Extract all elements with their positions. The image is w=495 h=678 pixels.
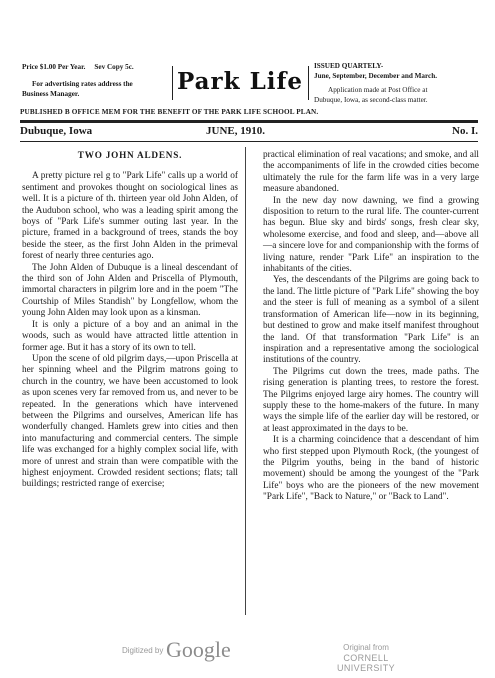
dateline xyxy=(20,125,478,139)
publisher-line: PUBLISHED B OFFICE MEM FOR THE BENEFIT OF THE PARK LIFE SCHOOL PLAN. xyxy=(20,108,319,116)
column-divider xyxy=(245,147,246,615)
masthead xyxy=(22,62,478,106)
paragraph: practical elimination of real vacations; and smoke, and all the accompaniments of life in the crowded cities become ultimately the rule for the farm life was in a very large measure abandoned. xyxy=(263,150,479,195)
digitization-footer xyxy=(0,637,495,678)
issued-text: ISSUED QUARTELY- xyxy=(314,62,384,70)
advertising-line-2: Business Manager. xyxy=(22,90,80,98)
google-logo: Google xyxy=(166,637,231,662)
dateline-place: Dubuque, Iowa xyxy=(20,125,93,137)
application-text: Application made at Post Office at xyxy=(328,86,428,95)
paragraph: Yes, the descendants of the Pilgrims are going back to the land. The little picture of "Park Life" showing the boy and the steer is full of meaning as a symbol of a silent transformation of American life—now in its beginning, but destined to grow and make itself manifest throughout the land. Of that transformation "Park Life" is an inspiration and a representative among the sociological institutions of the country. xyxy=(263,275,479,366)
university-text: CORNELL UNIVERSITY xyxy=(336,653,395,673)
advertising-line-1: For advertising rates address the xyxy=(32,80,133,88)
price-text: Price $1.00 Per Year. xyxy=(22,63,86,71)
digitized-by-text: Digitized by xyxy=(122,646,164,655)
original-source xyxy=(316,643,416,673)
application-text-2: Dubuque, Iowa, as second-class matter. xyxy=(314,95,428,104)
park-life-logo: Park Life xyxy=(176,67,304,95)
months-text: June, September, December and March. xyxy=(314,71,438,80)
paragraph: It is a charming coincidence that a descendant of him who first stepped upon Plymouth Rock, (the youngest of the Pilgrim youths, being in the band of historic movement) should be among the youngest of the "Park Life" boys who are the pioneers of the new movement "Park Life", "Back to Nature," or "Back to Land". xyxy=(263,435,479,503)
masthead-left xyxy=(22,62,170,99)
masthead-right xyxy=(314,62,480,105)
dateline-date: JUNE, 1910. xyxy=(206,125,265,137)
copy-price-text: Sev Copy 5c. xyxy=(94,63,134,71)
dateline-rule-bottom xyxy=(20,141,478,142)
article-column-left xyxy=(22,150,238,491)
masthead-rule-right xyxy=(308,66,309,100)
paragraph: Upon the scene of old pilgrim days,—upon Priscella at her spinning wheel and the Pilgrim matrons going to church in the country, we have been accustomed to look as upon scenes very far removed from us, and never to be repeated. In the generations which have intervened between the Pilgrims and ourselves, American life has wonderfully changed. Hamlets grew into cities and then into manufacturing and commercial centers. The simple life was exchanged for a highly complex social life, with more of unrest and strain than were compatible with the highest enjoyment. Crowded resident sections; flats; tall buildings; restricted range of exercise; xyxy=(22,353,238,490)
paragraph: The Pilgrims cut down the trees, made paths. The rising generation is planting trees, to restore the forest. The Pilgrims enjoyed large airy homes. The country will supply these to the home-makers of the future. In many ways the simple life of the earlier day will be restored, or at least approximated in the days to be. xyxy=(263,366,479,434)
issue-number: No. I. xyxy=(452,125,478,137)
dateline-rule-top xyxy=(20,120,478,123)
original-from-text: Original from xyxy=(343,643,389,652)
paragraph: It is only a picture of a boy and an animal in the woods, such as would have attracted little attention in former age. But it has a story of its own to tell. xyxy=(22,319,238,353)
paragraph: A pretty picture rel g to "Park Life" calls up a world of sentiment and provokes thought on sociological lines as well. It is a picture of th. thirteen year old John Alden, of the Audubon school, who was a leading spirit among the boys of "Park Life's summer outing last year. In the picture, framed in a background of trees, stands the boy beside the steer, as the first John Alden in the primeval forest of nearly three centuries ago. xyxy=(22,171,238,262)
paragraph: In the new day now dawning, we find a growing disposition to return to the rural life. The counter-current has begun. Blue sky and birds' songs, fresh clear sky, wholesome exercise, and food and sleep, and—above all—a sincere love for and companionship with the forms of living nature, render "Park Life" an inspiration to the inhabitants of the cities. xyxy=(263,195,479,275)
article-column-right xyxy=(263,150,479,504)
paragraph: The John Alden of Dubuque is a lineal descendant of the third son of John Alden and Priscella of Plymouth, immortal characters in pilgrim lore and in the poem "The Courtship of Miles Standish" by Longfellow, whom the young John Alden may look upon as a kinsman. xyxy=(22,262,238,319)
article-title: TWO JOHN ALDENS. xyxy=(77,150,183,160)
